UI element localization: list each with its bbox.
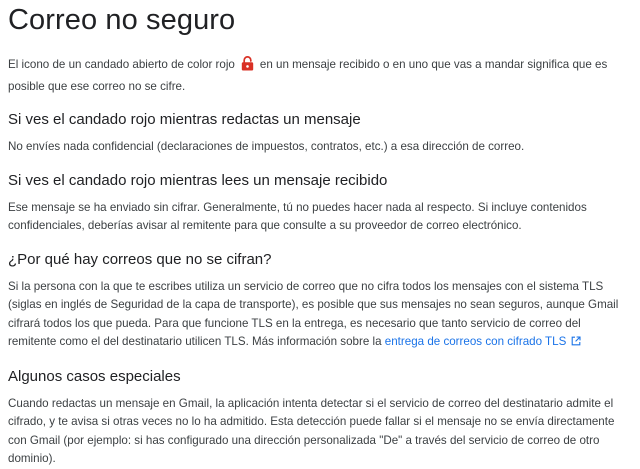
intro-text-before: El icono de un candado abierto de color rojo — [8, 58, 235, 71]
section-body-special-cases: Cuando redactas un mensaje en Gmail, la aplicación intenta detectar si el servicio de correo del destinatario admite el cifrado, y te avisa si otras veces no lo ha admitido. Esta detección puede fallar si el mensaje no se envía directamente con Gmail (por ejemplo: si has configurado una dirección personalizada "De" a través del servicio de correo de otro dominio). — [8, 396, 615, 465]
section-body-why-text: Si la persona con la que te escribes utiliza un servicio de correo que no cifra todos los mensajes con el sistema TLS (siglas en inglés de Seguridad de la capa de transporte), es posible que sus mensajes no sean seguros, aunque Gmail cifrará todos los que pueda. Para que funcione TLS en la entrega, es necesario que tanto servicio de correo del remitente como el del destinatario utilicen TLS. Más información sobre la — [8, 279, 619, 348]
external-link-icon — [571, 334, 581, 353]
tls-delivery-link-text: entrega de correos con cifrado TLS — [384, 335, 567, 348]
section-heading-special-cases: Algunos casos especiales — [8, 367, 181, 385]
tls-delivery-link[interactable] — [385, 335, 582, 348]
section-body-reading: Ese mensaje se ha enviado sin cifrar. Generalmente, tú no puedes hacer nada al respecto. Si incluye contenidos confidenciales, deberías avisar al remitente para que consulte a su proveedor de correo electrónico. — [8, 200, 587, 232]
section-heading-reading: Si ves el candado rojo mientras lees un mensaje recibido — [8, 171, 388, 189]
section-body-why-not-encrypted — [8, 278, 632, 353]
intro-text-after: en un mensaje recibido o en uno que vas a mandar significa que es posible que ese correo no se cifre. — [8, 58, 608, 93]
page-title: Correo no seguro — [8, 4, 236, 36]
open-lock-red-icon — [241, 56, 254, 78]
section-heading-composing: Si ves el candado rojo mientras redactas un mensaje — [8, 111, 361, 128]
intro-paragraph — [8, 56, 632, 96]
section-heading-why-not-encrypted: ¿Por qué hay correos que no se cifran? — [8, 250, 272, 268]
section-body-composing: No envíes nada confidencial (declaraciones de impuestos, contratos, etc.) a esa dirección de correo. — [8, 140, 525, 153]
